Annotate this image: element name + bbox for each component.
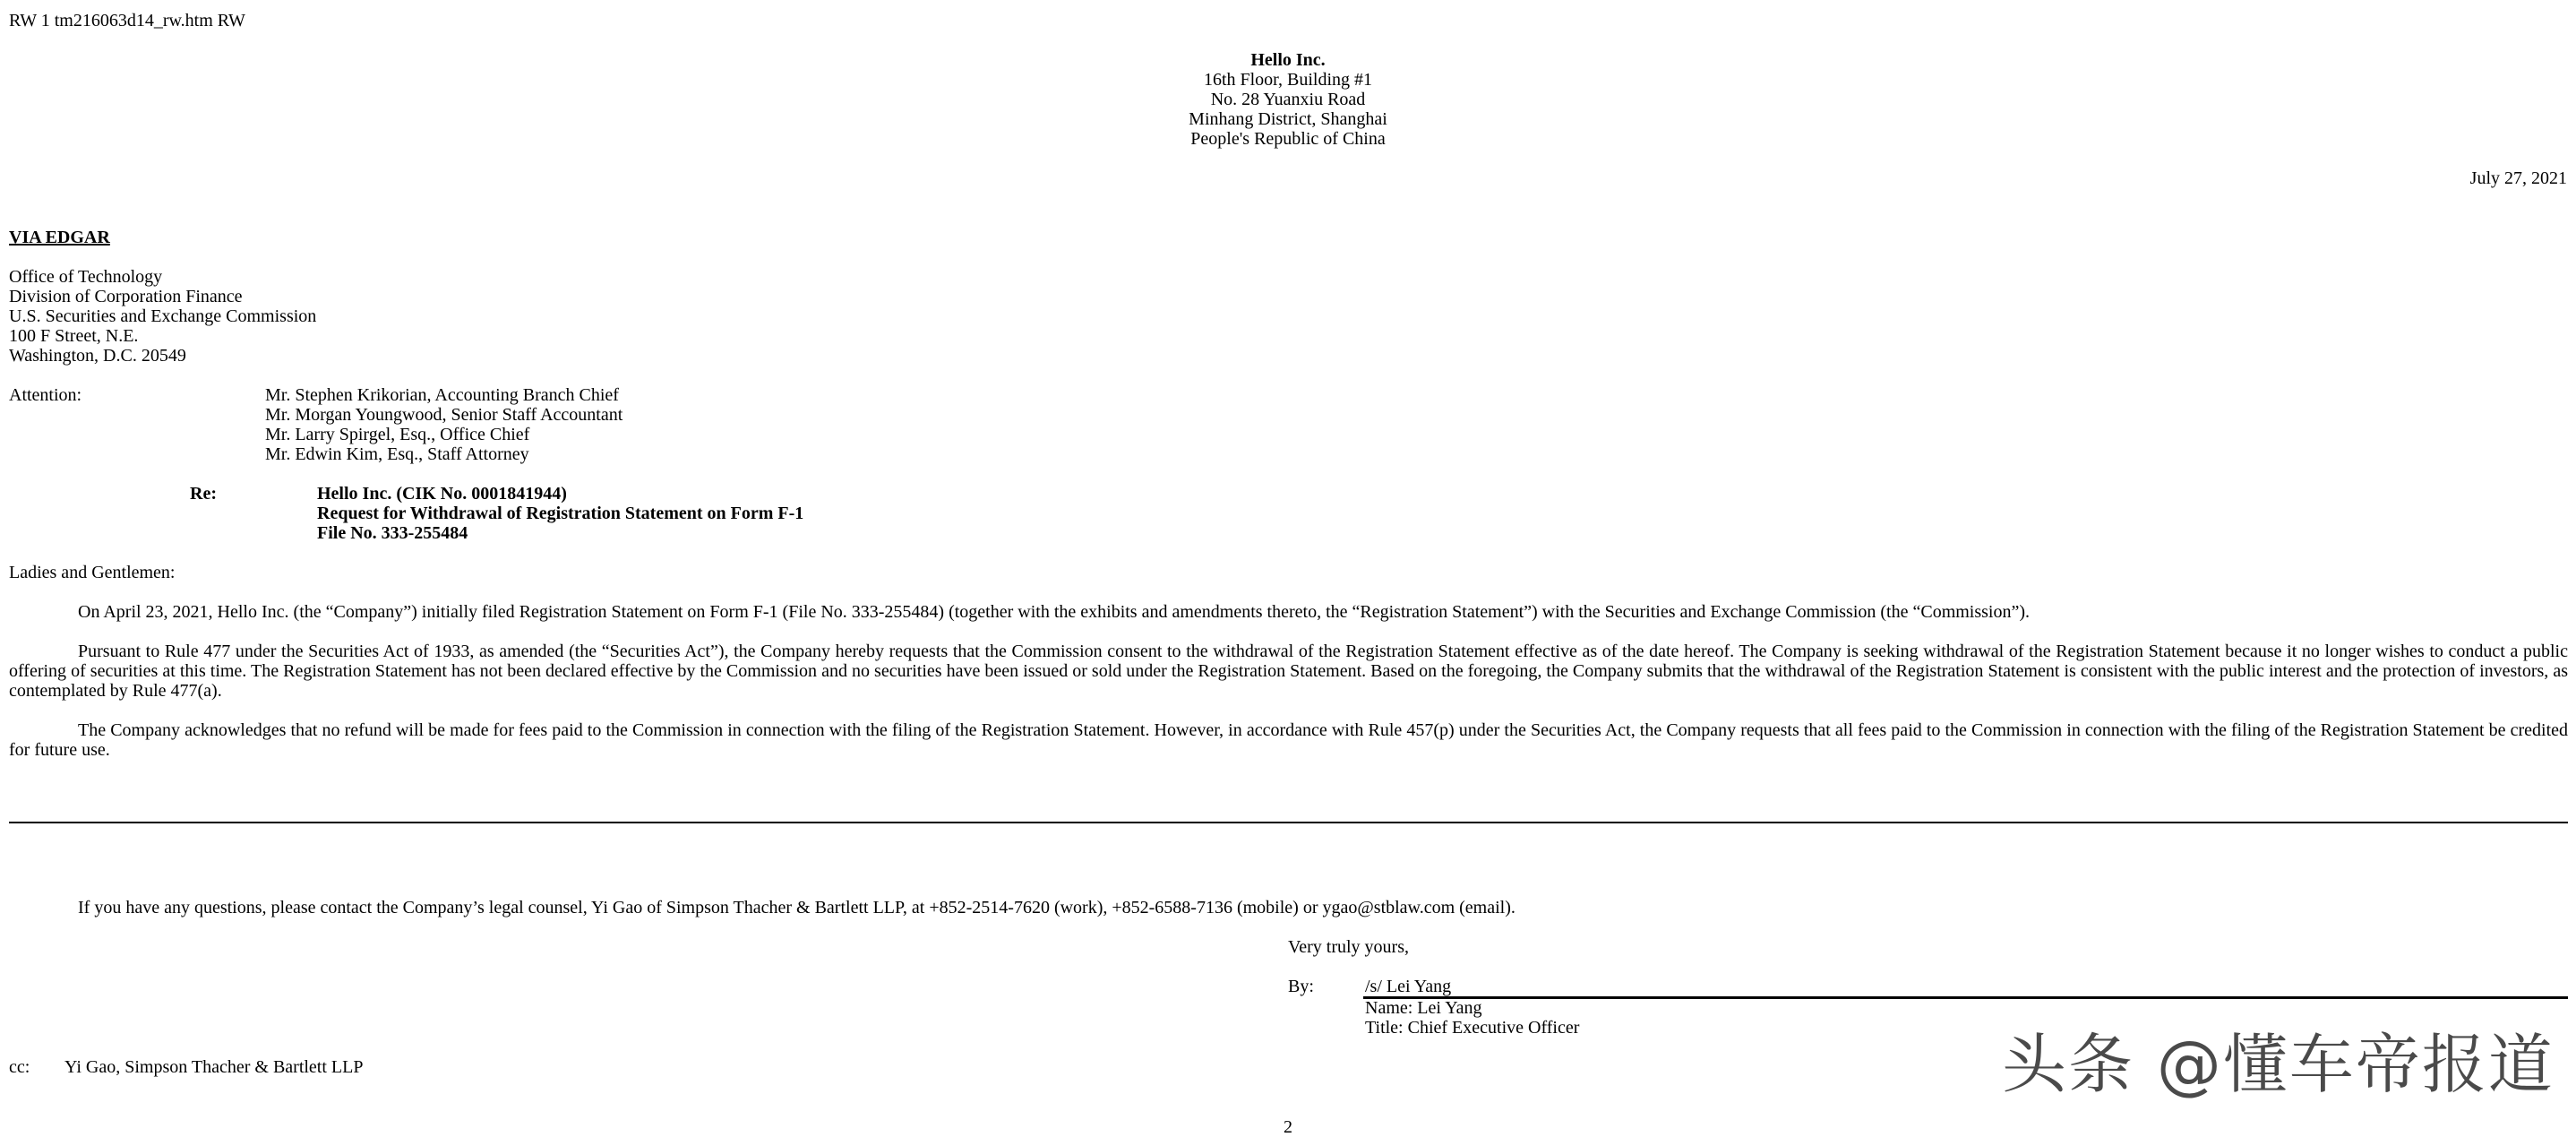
company-address-line: No. 28 Yuanxiu Road	[1210, 90, 1366, 109]
signature-name: Name: Lei Yang	[1365, 998, 1482, 1018]
company-name: Hello Inc.	[1250, 50, 1326, 70]
letter-date: July 27, 2021	[2469, 168, 2567, 188]
attention-label: Attention:	[9, 385, 82, 405]
signature-line	[1363, 996, 2568, 999]
cc-label: cc:	[9, 1057, 30, 1077]
company-address-line: 16th Floor, Building #1	[1203, 70, 1373, 90]
recipient-line: U.S. Securities and Exchange Commission	[9, 306, 317, 326]
re-subject	[317, 484, 803, 543]
body-paragraph: On April 23, 2021, Hello Inc. (the “Company”) initially filed Registration Statement on Form F-1 (File No. 333-255484) (together with the exhibits and amendments thereto, the “Registration Statement”) with the Securities and Exchange Commission (the “Commission”).	[78, 602, 2031, 622]
salutation: Ladies and Gentlemen:	[9, 563, 176, 582]
attention-name: Mr. Edwin Kim, Esq., Staff Attorney	[265, 444, 529, 464]
re-line: File No. 333-255484	[317, 523, 468, 543]
delivery-method: VIA EDGAR	[9, 228, 110, 247]
signature-by-label: By:	[1288, 977, 1314, 996]
re-line: Hello Inc. (CIK No. 0001841944)	[317, 484, 567, 504]
document-header-note: RW 1 tm216063d14_rw.htm RW	[9, 11, 245, 30]
body-paragraph: Pursuant to Rule 477 under the Securities Act of 1933, as amended (the “Securities Act”), the Company hereby requests that the Commission consent to the withdrawal of the Registration Statement effective as of the date hereof. The Company is seeking withdrawal of the Registration Statement because it no longer wishes to conduct a public offering of securities at this time. The Registration Statement has not been declared effective by the Commission and no securities have been issued or sold under the Registration Statement. Based on the foregoing, the Company submits that the withdrawal of the Registration Statement is consistent with the public interest and the protection of investors, as contemplated by Rule 477(a).	[9, 642, 2568, 701]
contact-paragraph: If you have any questions, please contact the Company’s legal counsel, Yi Gao of Simpson Thacher & Bartlett LLP, at +852-2514-7620 (work), +852-6588-7136 (mobile) or ygao@stblaw.com (email).	[78, 898, 1516, 917]
page-divider	[9, 822, 2568, 823]
watermark: 头条 @懂车帝报道	[2002, 1027, 2555, 1102]
re-line: Request for Withdrawal of Registration Statement on Form F-1	[317, 504, 804, 523]
closing: Very truly yours,	[1288, 937, 1409, 957]
company-address	[1109, 50, 1467, 149]
re-label: Re:	[190, 484, 217, 504]
cc-value: Yi Gao, Simpson Thacher & Bartlett LLP	[64, 1057, 364, 1077]
body-paragraph: The Company acknowledges that no refund will be made for fees paid to the Commission in connection with the filing of the Registration Statement. However, in accordance with Rule 457(p) under the Securities Act, the Company requests that all fees paid to the Commission in connection with the filing of the Registration Statement be credited for future use.	[9, 720, 2568, 760]
attention-name: Mr. Stephen Krikorian, Accounting Branch Chief	[265, 385, 619, 405]
attention-list	[265, 385, 623, 464]
recipient-line: Division of Corporation Finance	[9, 287, 243, 306]
recipient-line: 100 F Street, N.E.	[9, 326, 139, 346]
recipient-line: Office of Technology	[9, 267, 163, 287]
signature-title: Title: Chief Executive Officer	[1365, 1018, 1580, 1038]
recipient-address	[9, 267, 316, 366]
recipient-line: Washington, D.C. 20549	[9, 346, 186, 366]
company-address-line: Minhang District, Shanghai	[1189, 109, 1387, 129]
attention-name: Mr. Larry Spirgel, Esq., Office Chief	[265, 425, 530, 444]
company-address-line: People's Republic of China	[1190, 129, 1386, 149]
page-number: 2	[1284, 1117, 1292, 1137]
attention-name: Mr. Morgan Youngwood, Senior Staff Accountant	[265, 405, 623, 425]
signature-signed: /s/ Lei Yang	[1365, 977, 1452, 996]
